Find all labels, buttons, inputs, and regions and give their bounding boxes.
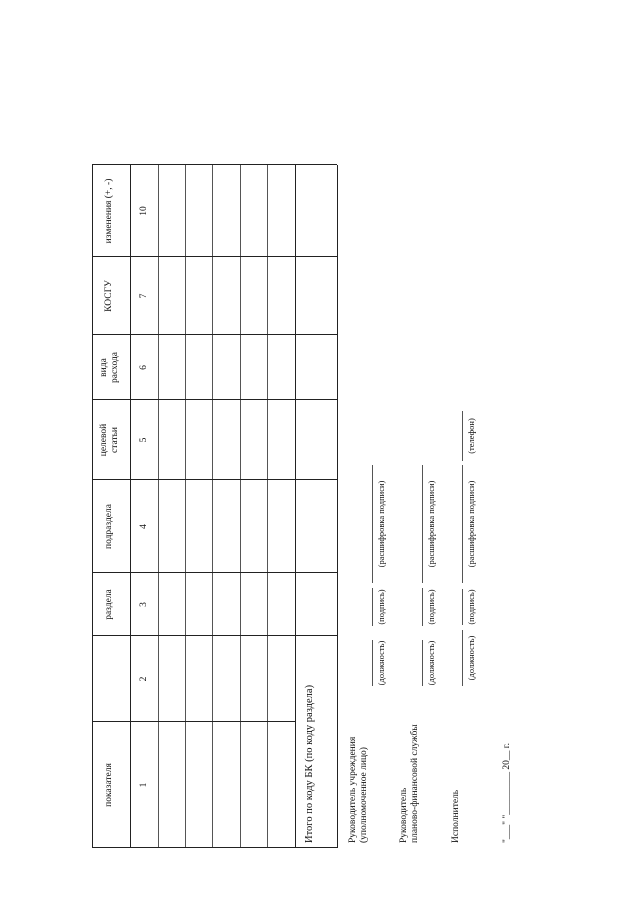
header-subsection: подраздела: [104, 504, 114, 549]
header-indicator: показателя: [104, 763, 114, 807]
date-line: "___" "_________ 20__ г.: [502, 743, 512, 843]
finance-title-line2: планово-финансовой службы: [410, 724, 420, 843]
header-target-article-2: статьи: [110, 426, 120, 454]
signature-caption: (подпись): [376, 589, 386, 625]
head-title-line2: (уполномоченное лицо): [359, 747, 369, 843]
signature-caption: (подпись): [426, 589, 436, 625]
decoding-caption: (расшифровка подписи): [426, 480, 436, 568]
column-number: 3: [139, 602, 149, 607]
header-changes: изменения (+, -): [104, 178, 114, 244]
column-number: 10: [139, 206, 149, 216]
signature-caption: (подпись): [466, 589, 476, 625]
column-number: 2: [139, 676, 149, 682]
executor-title: Исполнитель: [451, 789, 461, 843]
column-number: 1: [139, 782, 149, 788]
header-expense-type-1: вида: [99, 358, 109, 377]
position-caption: (должность): [466, 635, 476, 681]
decoding-caption: (расшифровка подписи): [376, 480, 386, 568]
total-row-label: Итого по коду БК (по коду раздела): [304, 684, 315, 843]
finance-title-line1: Руководитель: [399, 787, 409, 843]
phone-caption: (телефон): [466, 418, 476, 454]
head-title-line1: Руководитель учреждения: [348, 736, 358, 843]
position-caption: (должность): [376, 640, 386, 686]
column-number: 7: [139, 293, 149, 299]
decoding-caption: (расшифровка подписи): [466, 480, 476, 568]
column-number: 5: [139, 437, 149, 443]
position-caption: (должность): [426, 640, 436, 686]
column-number: 6: [139, 365, 149, 370]
header-target-article-1: целевой: [99, 423, 109, 457]
column-number: 4: [139, 524, 149, 529]
header-kosgu: КОСГУ: [104, 280, 114, 312]
header-section: раздела: [104, 589, 114, 620]
header-expense-type-2: расхода: [110, 352, 120, 383]
